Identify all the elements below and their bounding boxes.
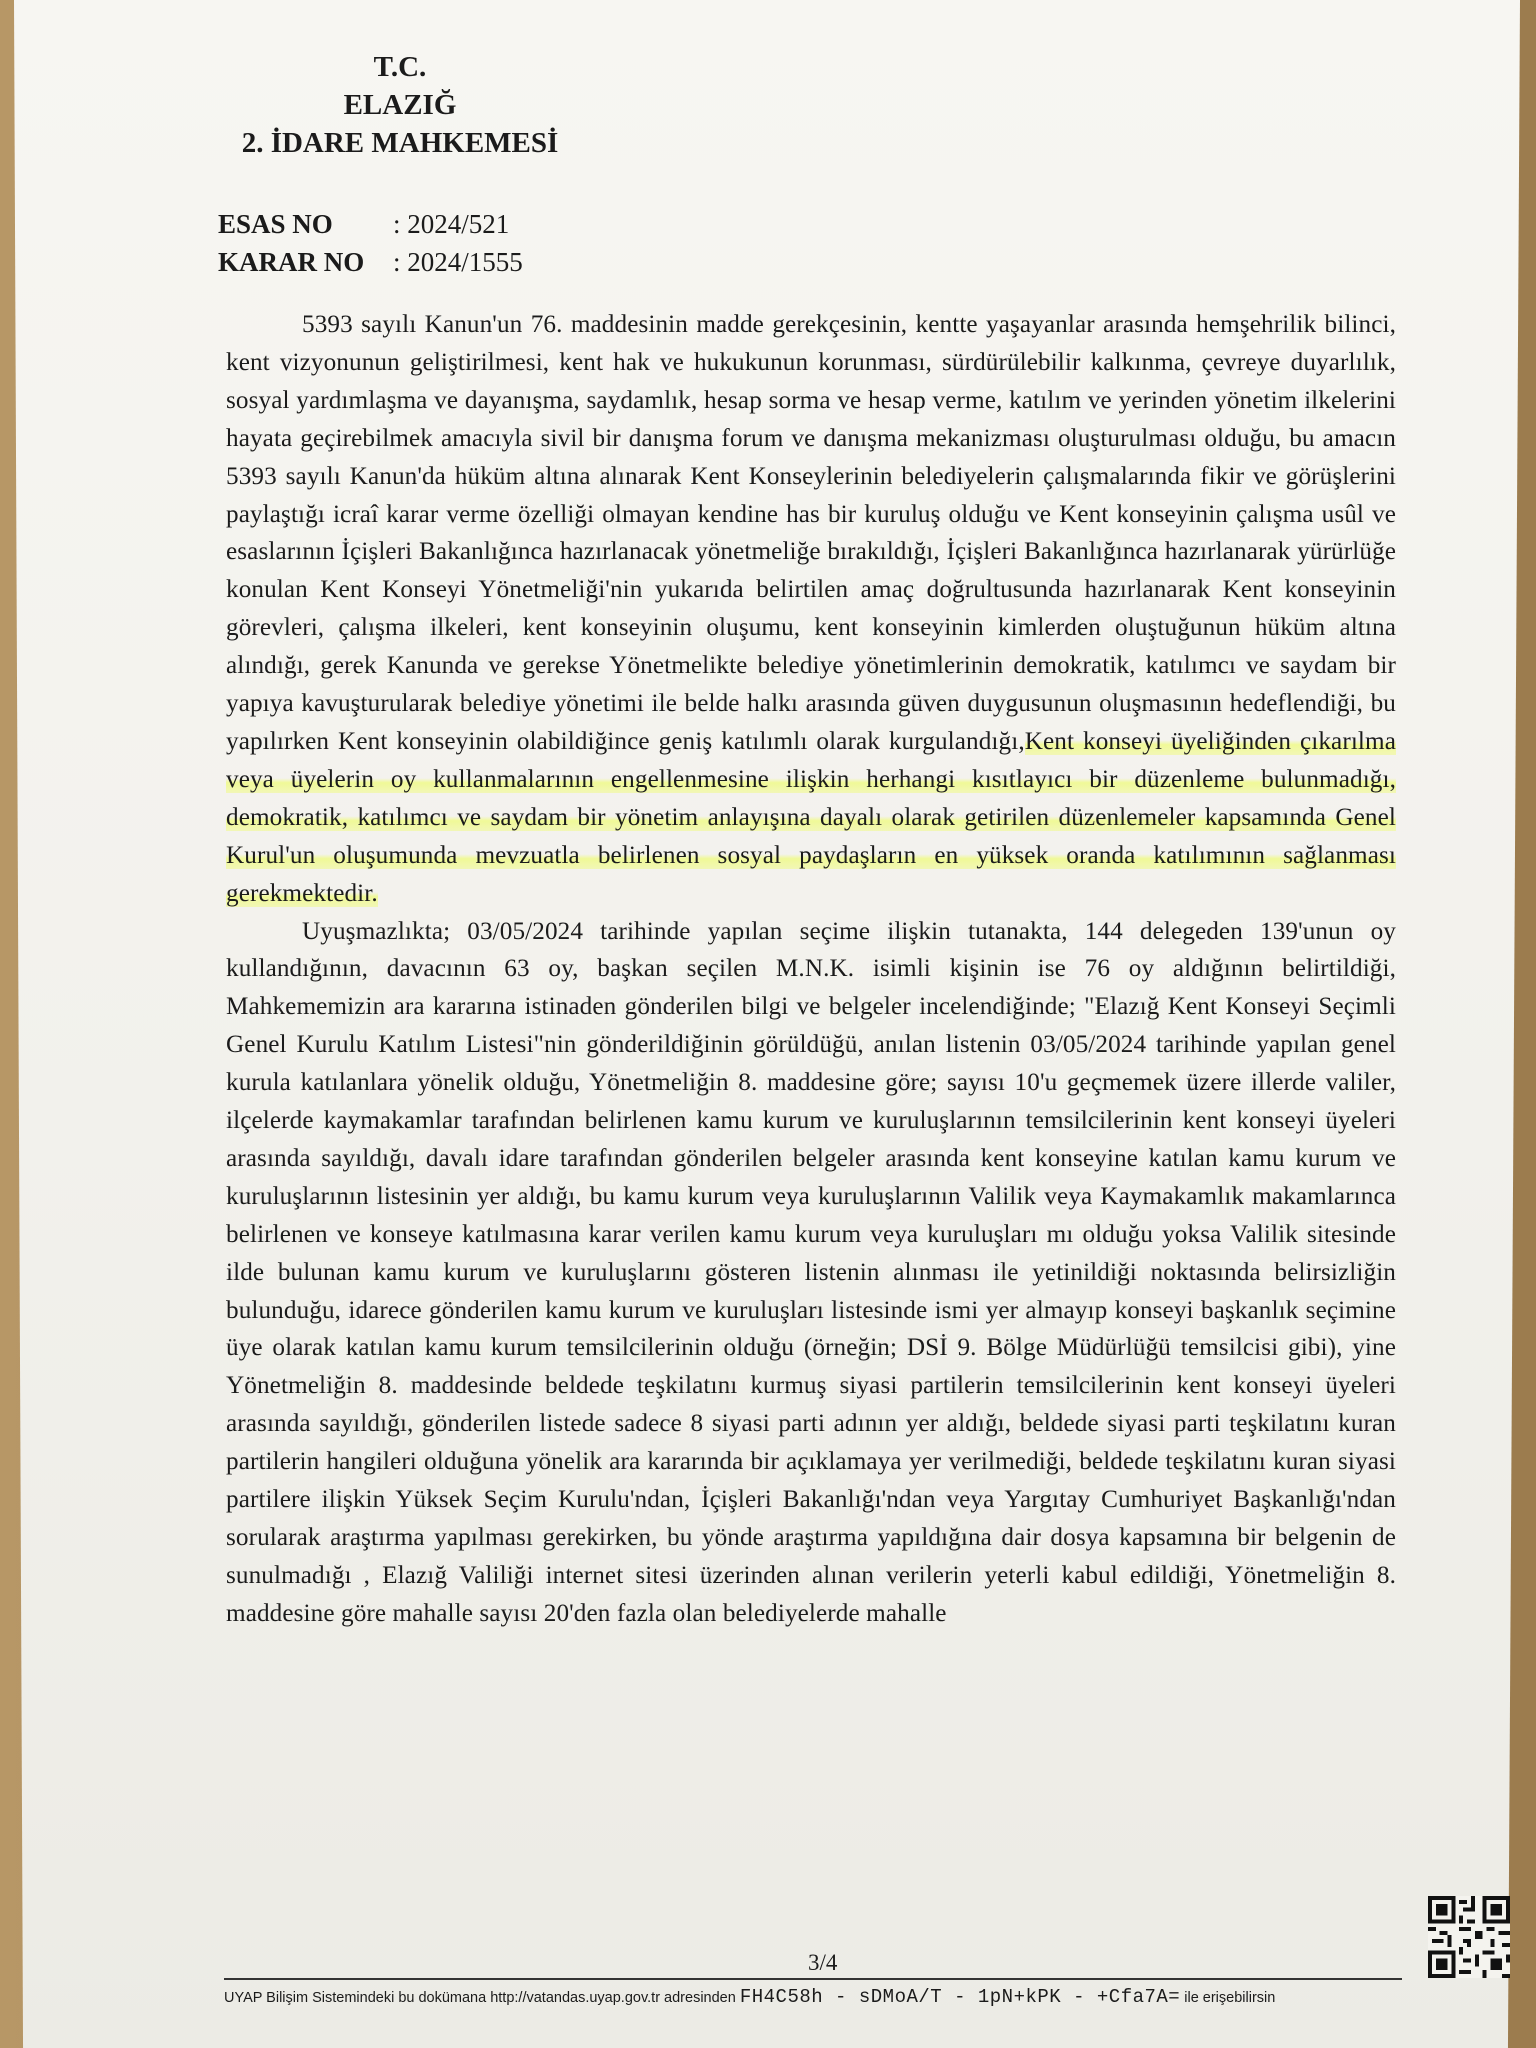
header-line-tc: T.C.: [373, 51, 427, 83]
footer-suffix: ile erişebilirsin: [1184, 1990, 1276, 2006]
page-number: 3/4: [808, 1950, 838, 1975]
paragraph-1-highlighted-text: Kent konseyi üyeliğinden çıkarılma veya üyelerin oy kullanmalarının engellenmesine ilişkin herhangi kısıtlayıcı bir düzenleme bulunmadığı, demokratik, katılımcı ve saydam bir yönetim anlayışına dayalı olarak getirilen düzenlemeler kapsamında Genel Kurul'un oluşumunda mevzuatla belirlenen sosyal paydaşların en yüksek oranda katılımının sağlanması gerekmektedir.: [226, 727, 1396, 907]
esas-row: [218, 205, 523, 243]
court-header: [220, 48, 580, 162]
qr-code-icon: [1428, 1896, 1510, 1978]
header-line-city: ELAZIĞ: [343, 89, 457, 121]
paragraph-1: [226, 306, 1396, 913]
karar-value: : 2024/1555: [393, 247, 523, 277]
karar-label: KARAR NO: [218, 247, 365, 277]
uyap-footer: [224, 1986, 1444, 2008]
karar-row: [218, 243, 523, 281]
case-numbers: [218, 205, 523, 281]
document-body: [226, 306, 1396, 1633]
esas-value: : 2024/521: [393, 209, 510, 239]
footer-divider: [224, 1978, 1402, 1980]
footer-access-code: FH4C58h - sDMoA/T - 1pN+kPK - +Cfa7A=: [739, 1986, 1181, 2008]
footer-prefix: UYAP Bilişim Sistemindeki bu dokümana http://vatandas.uyap.gov.tr adresinden: [224, 1990, 736, 2006]
header-line-court: 2. İDARE MAHKEMESİ: [241, 127, 559, 159]
paragraph-1-text: 5393 sayılı Kanun'un 76. maddesinin madde gerekçesinin, kentte yaşayanlar arasında hemşehrilik bilinci, kent vizyonunun geliştirilmesi, kent hak ve hukukunun korunması, sürdürülebilir kalkınma, çevreye duyarlılık, sosyal yardımlaşma ve dayanışma, saydamlık, hesap sorma ve hesap verme, katılım ve yerinden yönetim ilkelerini hayata geçirebilmek amacıyla sivil bir danışma forum ve danışma mekanizması oluşturulması olduğu, bu amacın 5393 sayılı Kanun'da hüküm altına alınarak Kent Konseylerinin belediyelerin çalışmalarında fikir ve görüşlerini paylaştığı icraî karar verme özelliği olmayan kendine has bir kuruluş olduğu ve Kent konseyinin çalışma usûl ve esaslarının İçişleri Bakanlığınca hazırlanacak yönetmeliğe bırakıldığı, İçişleri Bakanlığınca hazırlanarak yürürlüğe konulan Kent Konseyi Yönetmeliği'nin yukarıda belirtilen amaç doğrultusunda hazırlanarak Kent konseyinin görevleri, çalışma ilkeleri, kent konseyinin oluşumu, kent konseyinin kimlerden oluştuğunun hüküm altına alındığı, gerek Kanunda ve gerekse Yönetmelikte belediye yönetimlerinin demokratik, katılımcı ve saydam bir yapıya kavuşturularak belediye yönetimi ile belde halkı arasında güven duygusunun oluşmasının hedeflendiği, bu yapılırken Kent konseyinin olabildiğince geniş katılımlı olarak kurgulandığı,: [226, 311, 1396, 755]
esas-label: ESAS NO: [218, 209, 333, 239]
paragraph-2: Uyuşmazlıkta; 03/05/2024 tarihinde yapılan seçime ilişkin tutanakta, 144 delegeden 139'unun oy kullandığının, davacının 63 oy, başkan seçilen M.N.K. isimli kişinin ise 76 oy aldığının belirtildiği, Mahkememizin ara kararına istinaden gönderilen bilgi ve belgeler incelendiğinde; "Elazığ Kent Konseyi Seçimli Genel Kurulu Katılım Listesi"nin gönderildiğinin görüldüğü, anılan listenin 03/05/2024 tarihinde yapılan genel kurula katılanlara yönelik olduğu, Yönetmeliğin 8. maddesine göre; sayısı 10'u geçmemek üzere illerde valiler, ilçelerde kaymakamlar tarafından belirlenen kamu kurum ve kuruluşlarının temsilcilerinin kent konseyi üyeleri arasında sayıldığı, davalı idare tarafından gönderilen belgeler arasında kent konseyine katılan kamu kurum ve kuruluşlarının listesinin yer aldığı, bu kamu kurum veya kuruluşlarının Valilik veya Kaymakamlık makamlarınca belirlenen ve konseye katılmasına karar verilen kamu kurum veya kuruluşları mı olduğu yoksa Valilik sitesinde ilde bulunan kamu kurum ve kuruluşlarını gösteren listenin alınması ile yetinildiği noktasında belirsizliğin bulunduğu, idarece gönderilen kamu kurum ve kuruluşları listesinde ismi yer almayıp konseyi başkanlık seçimine üye olarak katılan kamu kurum temsilcilerinin olduğu (örneğin; DSİ 9. Bölge Müdürlüğü temsilcisi gibi), yine Yönetmeliğin 8. maddesinde beldede teşkilatını kurmuş siyasi partilerin temsilcilerinin kent konseyi üyeleri arasında sayıldığı, gönderilen listede sadece 8 siyasi parti adının yer aldığı, beldede siyasi parti teşkilatını kuran partilerin hangileri olduğuna yönelik ara kararında bir açıklamaya yer verilmediği, beldede teşkilatını kuran siyasi partilere ilişkin Yüksek Seçim Kurulu'ndan, İçişleri Bakanlığı'ndan veya Yargıtay Cumhuriyet Başkanlığı'ndan sorularak araştırma yapılması gerekirken, bu yönde araştırma yapıldığına dair dosya kapsamına bir belgenin de sunulmadığı , Elazığ Valiliği internet sitesi üzerinden alınan verilerin yeterli kabul edildiği, Yönetmeliğin 8. maddesine göre mahalle sayısı 20'den fazla olan belediyelerde mahalle: [226, 917, 1396, 1627]
